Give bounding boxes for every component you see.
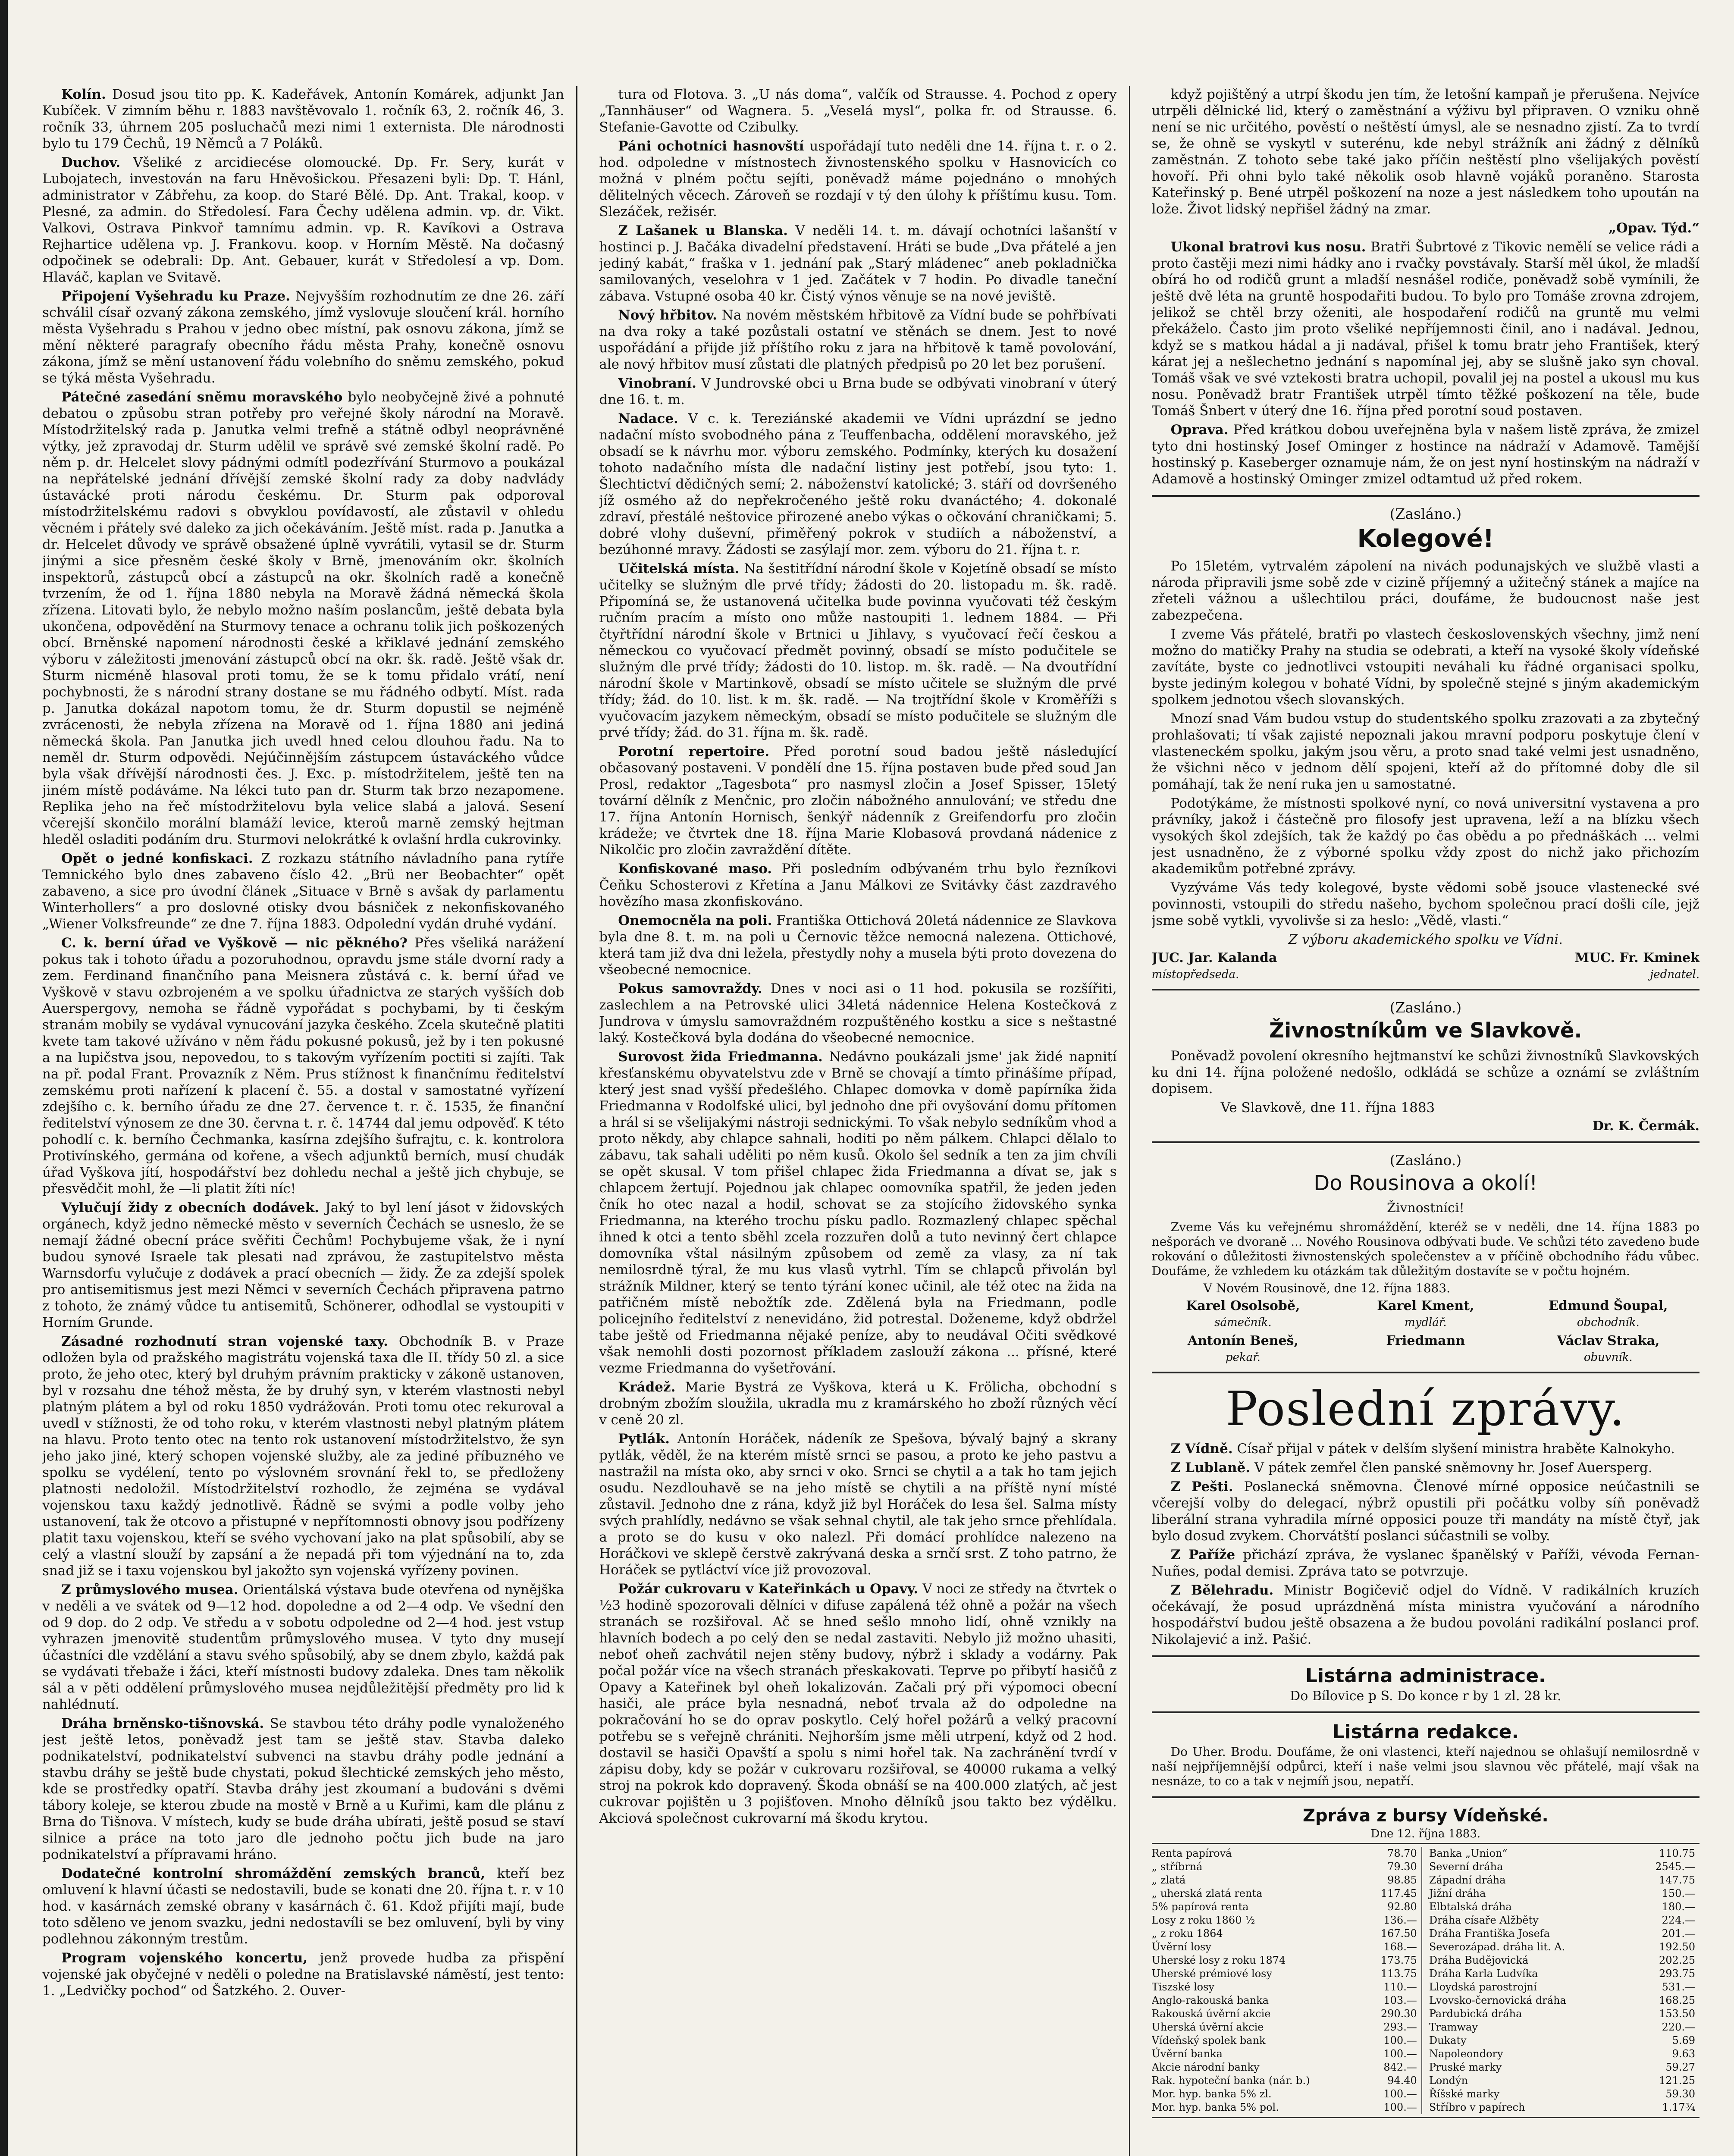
exchange-row	[1429, 1914, 1695, 1927]
signer-cell: pekař.	[1225, 1351, 1261, 1364]
exchange-row	[1152, 2047, 1417, 2061]
notice-body	[1152, 558, 1700, 929]
exchange-item: Rak. hypoteční banka (nár. b.)	[1151, 2075, 1310, 2087]
separator	[1152, 1141, 1700, 1143]
exchange-item: Dráha císaře Alžběty	[1429, 1914, 1539, 1926]
exchange-item: Napoleondory	[1429, 2048, 1503, 2060]
news-item	[1152, 1582, 1700, 1648]
article-heading: Pokus samovraždy.	[618, 981, 762, 997]
zaslano-label: (Zasláno.)	[1389, 505, 1462, 522]
news-text: Císař přijal v pátek v delším slyšení ministra hraběte Kalnokyho.	[1237, 1441, 1675, 1457]
exchange-value: 192.50	[1659, 1941, 1695, 1953]
article-paragraph	[599, 861, 1116, 910]
signer-cell	[1334, 1351, 1517, 1364]
notice-subtitle: Živnostníci!	[1387, 1200, 1464, 1216]
exchange-column-right	[1429, 1847, 1700, 2114]
article-heading: Z průmyslového musea.	[61, 1582, 238, 1598]
news-item	[1152, 1547, 1700, 1579]
article-text: Před porotní soud badou ještě následující občasovaný postaveni. V pondělí dne 15. října postaven bude před soud Jan Prosl, redaktor „Tagesbota“ pro nasmysl zločin a Josef Spisser, 15letý tovární dělník z Menčnic, pro zločin nábožného annulování; ve středu dne 17. října Antonín Hornisch, šenkýř nádenník z Greifendorfu pro zločin krádeže; ve čtvrtek dne 18. října Marie Klobasová provdaná nádenice z Nikolčic pro zločin zavraždění dítěte.	[599, 744, 1117, 858]
article-paragraph	[599, 375, 1116, 408]
exchange-title: Zpráva z bursy Vídeňské.	[1302, 1806, 1549, 1826]
exchange-row	[1152, 1860, 1417, 1874]
exchange-value: 224.—	[1662, 1914, 1695, 1926]
exchange-value: 94.40	[1387, 2075, 1417, 2087]
notice-paragraph: Vyzýváme Vás tedy kolegové, byste vědomi sobě jsouce vlastenecké své povinnosti, vstoupili do středu našeho, bychom společnou prací došli cíle, jejž jsme sobě vytkli, vyvolivše si za heslo: „Vědě, vlasti.“	[1151, 880, 1700, 928]
exchange-item: Uherská úvěrní akcie	[1151, 2021, 1264, 2033]
exchange-item: Stříbro v papírech	[1429, 2101, 1525, 2113]
exchange-value: 202.25	[1659, 1954, 1695, 1966]
signer-cell: obchodník.	[1577, 1316, 1640, 1329]
notice-signers	[1152, 1298, 1700, 1364]
exchange-row	[1152, 1847, 1417, 1860]
notice-title: Do Rousinova a okolí!	[1314, 1171, 1538, 1195]
exchange-row	[1429, 2007, 1695, 2021]
exchange-row	[1429, 2034, 1695, 2047]
exchange-value: 92.80	[1387, 1901, 1417, 1913]
article-paragraph	[599, 307, 1116, 373]
article-heading: Učitelská místa.	[618, 561, 740, 577]
signature-1: JUC. Jar. Kalanda	[1151, 950, 1277, 965]
article-heading: Pytlák.	[618, 1431, 670, 1447]
exchange-row	[1152, 1874, 1417, 1887]
exchange-value: 110.—	[1383, 1981, 1417, 1993]
article-heading: Porotní repertoire.	[618, 744, 770, 759]
exchange-row	[1152, 1954, 1417, 1967]
exchange-row	[1429, 1847, 1695, 1860]
article-heading: Pátečné zasedání sněmu moravského	[61, 389, 343, 405]
exchange-row	[1152, 2087, 1417, 2101]
exchange-row	[1429, 1927, 1695, 1940]
exchange-item: Dráha Františka Josefa	[1429, 1927, 1550, 1940]
exchange-item: Severozápad. dráha lit. A.	[1429, 1941, 1565, 1953]
editorial-letters-text: Do Uher. Brodu. Doufáme, že oni vlastenci, kteří najednou se ohlašují nemilosrdně v naší nejpříjemnější odpůrci, kteří i naše velmi jsou slavnou věc přátelé, mají však na nesnáze, to co a tak v nejmíň jsou, nepatří.	[1151, 1745, 1700, 1788]
article-paragraph	[42, 1200, 564, 1331]
exchange-row	[1429, 1967, 1695, 1981]
article-heading: Dodatečné kontrolní shromáždění zemských branců,	[61, 1866, 486, 1881]
article-heading: Vylučují židy z obecních dodávek.	[61, 1200, 319, 1216]
news-heading: Z Pešti.	[1170, 1479, 1233, 1495]
article-text: Dnes v noci asi o 11 hod. pokusila se rozšířiti, zaslechlem a na Petrovské ulici 34letá nádennice Helena Kostečková z Jundrova v úmyslu samovraždném rozpuštěného kostku a sice s neštastné laký. Kostečková byla dodána do všeobecné nemocnice.	[599, 981, 1117, 1046]
notice-footer: Z výboru akademického spolku ve Vídni.	[1288, 932, 1563, 947]
article-paragraph	[599, 138, 1116, 220]
exchange-item: Renta papírová	[1151, 1847, 1232, 1859]
exchange-value: 290.30	[1380, 2008, 1417, 2020]
separator	[1152, 1655, 1700, 1657]
latest-news	[1152, 1441, 1700, 1648]
article-text: Františka Ottichová 20letá nádennice ze Slavkova byla dne 8. t. m. na poli u Černovic těžce nemocná nalezena. Ottichové, která tam již dva dni ležela, přestydly nohy a musela býti proto dovezena do všeobecné nemocnice.	[599, 913, 1117, 978]
signature-roles	[1152, 968, 1700, 981]
exchange-row	[1429, 1860, 1695, 1874]
article-heading: Nový hřbitov.	[618, 307, 717, 323]
article-text: kteří bez omluvení k hlavní účasti se nedostavili, bude se konati dne 20. října t. r. v 10 hod. v kasárnách zemské obrany v kasárnách č. 61. Kdož přijíti mají, bude toto sděleno ve jenom svazku, jedni nedostavíli se bez omluvení, byli by viny podlehnou zákonným trestům.	[42, 1866, 564, 1947]
article-paragraph	[42, 288, 564, 386]
article-heading: Surovost žida Friedmanna.	[618, 1049, 823, 1065]
separator	[1152, 989, 1700, 990]
exchange-value: 842.—	[1383, 2061, 1417, 2073]
notice-text: Zveme Vás ku veřejnému shromáždění, kteréž se v neděli, dne 14. října 1883 po nešporách ve dvoraně ... Nového Rousinova odbývati bude. Ve schůzi této zavedeno bude rokování o důležitosti živnostenských společenstev a v příčině obchodního řádu vůbec. Doufáme, že vzhledem ku otázkám tak důležitým dostavíte se v počtu hojném.	[1151, 1220, 1700, 1278]
notice-signature: Dr. K. Čermák.	[1592, 1119, 1700, 1134]
article-text: Orientálská výstava bude otevřena od nynějška v neděli a ve svátek od 9—12 hod. dopoledne a od 2—4 odp. Ve všední den od 9 dop. do 2 odp. Ve středu a v sobotu odpoledne od 2—4 hod. jest vstup vyhrazen jmenovitě studentům průmyslového musea. V tyto dny musejí účastníci dle vzdělání a stavu svého spůsobilý, aby se dnem zbylo, každá pak se vydávati třebaže i žáci, kteří místnosti budovy zdaleka. Dnes tam několik sál a v pěti oddělení průmyslového musea nejdůležitější předměty pro lid k nahlédnutí.	[42, 1582, 564, 1712]
article-text: Antonín Horáček, nádeník ze Spešova, bývalý bajný a skrany pytlák, věděl, že na kterém místě srnci se pasou, a proto ke jeho pastvu a nastražil na místa oko, aby srnci v oko. Srnci se chytil a a tak ho tam jejich osudu. Nezdlouhavě se na jeho místě se chytili a na příště nyní místé zůstavil. Jednoho dne z rána, když již byl Horáček do lesa šel. Salma místy svých prahlídly, nedávno se však sehnal chytil, ale tak jeho srnce přehlídala. a proto se do kusu v oko nalezl. Při domácí prohlídce nalezeno na Horáčkovi ve sklepě čerstvě zakrývaná deska a srnčí srst. Z toho patrno, že Horáček se pytláctví více již provozoval.	[599, 1431, 1117, 1578]
news-text: V pátek zemřel člen panské sněmovny hr. Josef Auersperg.	[1254, 1460, 1652, 1476]
signer-cell: Antonín Beneš,	[1187, 1333, 1298, 1348]
exchange-item: Losy z roku 1860 ½	[1151, 1914, 1255, 1926]
exchange-item: Lvovsko-černovická dráha	[1429, 1994, 1566, 2006]
notice-paragraph: Mnozí snad Vám budou vstup do studentského spolku zrazovati a za zbytečný prohlašovati; tí však zajisté nepoznali jakou mravní podporu poskytuje člení v vlasteneckém spolku, jakým jsou věru, a proto snad také velmi jest usnadněno, že všichni něco v jednom dělí spojeni, kteří až do přítomné doby dle sil pomáhají, tak že není ruka jen u samostatné.	[1151, 711, 1700, 792]
signatures	[1152, 950, 1700, 965]
exchange-value: 113.75	[1380, 1968, 1417, 1980]
exchange-value: 293.—	[1383, 2021, 1417, 2033]
article-paragraph	[42, 1333, 564, 1579]
separator	[1152, 1796, 1700, 1798]
article-paragraph	[42, 935, 564, 1197]
exchange-row	[1152, 1927, 1417, 1940]
editorial-letters-title: Listárna redakce.	[1332, 1721, 1519, 1743]
exchange-row	[1152, 1900, 1417, 1914]
article-paragraph	[1152, 422, 1700, 487]
article-heading: Páni ochotníci hasnovští	[618, 138, 804, 154]
separator	[1152, 495, 1700, 497]
exchange-item: Uherské prémiové losy	[1151, 1968, 1273, 1980]
signer-cell: mydlář.	[1405, 1316, 1447, 1329]
exchange-item: Mor. hyp. banka 5% pol.	[1151, 2101, 1279, 2113]
article-heading: Z Lašanek u Blanska.	[618, 223, 788, 238]
article-heading: Onemocněla na poli.	[618, 913, 772, 928]
article-text: Při posledním odbývaném trhu bylo řezníkovi Čeňku Schosterovi z Křetína a Janu Málkovi ze Svitávky část zazdravého hovězího masa zkonfiskováno.	[599, 861, 1117, 909]
article-text: V noci ze středy na čtvrtek o ½3 hodině spozorovali dělníci v difuse zapálená též ohně a požár na všech stranách se rozšiřoval. Ač se hned sešlo mnoho lidí, ohně vznikly na hlavních bodech a po celý den se nedal zastaviti. Nebylo již možno uhasiti, neboť oheň zachvátil nejen stěny budovy, nýbrž i sklady a vodárny. Pak počal požár více na všech stranách přeskakovati. Teprve po přibytí hasičů z Opavy a Kateřinek byl oheň lokalizován. Začali prý při výpomoci obecní hasiči, ale práce byla nesnadná, neboť trvala až do odpoledne na pokračování ho se do oprav poskytlo. Celý hořel požárů a velký pracovní potřebu se s veřejně chrániti. Nejhorším jsme měli utrpení, když od 2 hod. dostavil se hasiči Opavští a spolu s nimi hořel tak. Na zachránění tvrdí v zápisu doby, kdy se požár v cukrovaru rozšiřoval, se 40000 rukama a velký stroj na pokrok kdo dopravený. Škoda obnáší se na 400.000 zlatých, ač jest cukrovar pojištěn u 3 pojišťoven. Mnoho dělníků jsou takto bez výdělku. Akciová společnost cukrovarní má škodu krytou.	[599, 1581, 1117, 1826]
article-text: V c. k. Tereziánské akademii ve Vídni uprázdní se jedno nadační místo svobodného pána z Teuffenbacha, oddělení moravského, jež obsadí se k návrhu mor. výboru zemského. Podmínky, kterých ku dosažení tohoto nadačního místa dle nadační listiny jest potřebí, jsou tyto: 1. Šlechtictví dědičných semí; 2. náboženství katolické; 3. stáří od dovršeného jíž osmého až do nepřekročeného ještě roku dvanáctého; 4. dokonalé zdraví, přestálé neštovice přirozené anebo výkas o očkování chraničkami; 5. dobré vlohy duševní, přiměřený pokrok v studiích a náboženství, a bezúhonné mravy. Žádosti se zasýlají mor. zem. výboru do 21. října t. r.	[599, 411, 1117, 558]
signer-cell: obuvník.	[1583, 1351, 1633, 1364]
column-1	[42, 86, 577, 2156]
notice-paragraph: Po 15letém, vytrvalém zápolení na nivách podunajských ve službě vlasti a národa připravili jsme sobě zde v cizině příjemný a užitečný stánek a majíce na zřeteli vážnou a ušlechtilou práci, doufáme, že budoucnost naše jest zabezpečena.	[1151, 558, 1700, 623]
exchange-item: Severní dráha	[1429, 1861, 1503, 1873]
exchange-row	[1429, 2047, 1695, 2061]
exchange-row	[1152, 2061, 1417, 2074]
article-paragraph	[599, 1379, 1116, 1428]
exchange-item: Banka „Union“	[1429, 1847, 1508, 1859]
article-text: Přes všeliká narážení pokus tak i tohoto úřadu a pozoruhodnou, opravdu jsme stále dvorní rady a zem. Ferdinand finančního pana Meisnera zůstává c. k. berní úřad ve Vyškově v stavu ozbrojeném a ve spolku úřadnictva ze starých vyšších dob Auerspergovy, nemoha se řádně vypořádat s pochybami, by ti českým stranám mobily se vydával vynucování jazyka českého. Zcela skutečně platiti kvete tam takové užíváno v něm řádu pokusné pokusů, jež by i ten pokusné a na lupičstva jsou, nepovedou, to s takovým vyřízením poctiti si zajíti. Tak na př. podal Frant. Provazník z Něm. Prus stížnost k finančnímu ředitelství zemskému proti nařízení k placení č. 55. a dostal v samostatné vyřízení zdejšího c. k. berního úřadu ze dne 27. července t. r. č. 1535, že finanční ředitelství výnosem ze dne 30. června t. r. č. 14744 dal jemu odpověď. K této pohodlí c. k. berního Čechmanka, kasírna zdejšího šufrajtu, c. k. kontrolora Protivínského, germána od kořene, a všech adjunktů berních, musí chudák úřad Vyškova jítí, hospodářství bez dohledu nechal a ještě jich chybuje, se přesvědčit mohl, že —li platit žíti níc!	[42, 935, 564, 1197]
article-heading: Vinobraní.	[618, 376, 696, 391]
article-paragraph	[599, 981, 1116, 1046]
signature-2-role: jednatel.	[1650, 968, 1700, 981]
news-heading: Z Paříže	[1170, 1547, 1235, 1563]
signer-cell: Karel Osolsobě,	[1186, 1298, 1300, 1313]
exchange-value: 117.45	[1380, 1887, 1417, 1899]
exchange-item: Tramway	[1429, 2021, 1478, 2033]
exchange-value: 2545.—	[1655, 1861, 1695, 1873]
exchange-row	[1152, 2021, 1417, 2034]
exchange-row	[1152, 1967, 1417, 1981]
notice-title: Živnostníkům ve Slavkově.	[1269, 1018, 1582, 1043]
article-heading: Kolín.	[61, 87, 106, 102]
notice-place: Ve Slavkově, dne 11. října 1883	[1220, 1100, 1435, 1116]
exchange-row	[1429, 1940, 1695, 1954]
article-paragraph	[1152, 239, 1700, 419]
notice-kolegove	[1152, 505, 1700, 981]
article-text: Všeliké z arcidiecése olomoucké. Dp. Fr. Sery, kurát v Lubojatech, investován na faru Hněvošickou. Přesazeni byli: Dp. T. Hánl, administrator v Zábřehu, za koop. do Staré Bělé. Dp. Ant. Trakal, koop. v Plesné, za admin. do Středolesí. Fara Čechy udělena admin. vp. dr. Vikt. Valkovi, Ostrava Pinkvoř tamnímu admin. vp. R. Kavíkovi a Ostrava Rejhartice udělena vp. J. Frankovu. koop. v Horním Městě. Na dočasný odpočinek se odebrali: Dp. Ant. Gebauer, kurát v Středolesí a vp. Dom. Hlaváč, kaplan ve Svitavě.	[42, 155, 564, 285]
separator	[1152, 1372, 1700, 1373]
exchange-item: Dráha Karla Ludvíka	[1429, 1968, 1538, 1980]
article-paragraph	[42, 850, 564, 932]
exchange-row	[1429, 2074, 1695, 2087]
exchange-row	[1152, 1914, 1417, 1927]
news-heading: Z Lublaně.	[1170, 1460, 1251, 1476]
zaslano-label: (Zasláno.)	[1389, 1152, 1462, 1169]
exchange-item: Pardubická dráha	[1429, 2008, 1522, 2020]
article-text: Na šestitřídní národní škole v Kojetíně obsadí se místo učitelky se služným dle prvé třídy; žádosti do 20. listopadu m. šk. radě. Připomíná se, že ustanovená učitelka bude povinna vyučovati též českým ručním pracím a místo ono může nastoupiti 1. lednem 1884. — Při čtyřtřídní národní škole v Brtnici u Jihlavy, s vyučovací řečí českou a německou co vyučovací předmět povinný, obsadí se místo podučitele se služným dle prvé třídy; žádosti do 10. listop. m. šk. radě. — Na dvoutřídní národní škole v Martinkově, obsadí se místo učitele se služným dle prvé třídy; žád. do 10. list. k m. šk. radě. — Na trojtřídní škole v Kroměříži s vyučovacím jazykem německým, obsadí se místo podučitele se služným dle prvé třídy; žád. do 31. října m. šk. radě.	[599, 561, 1117, 740]
exchange-item: Uherské losy z roku 1874	[1151, 1954, 1286, 1966]
article-paragraph	[1152, 220, 1700, 236]
article-paragraph	[599, 86, 1116, 135]
exchange-value: 531.—	[1662, 1981, 1695, 1993]
article-text: Na novém městském hřbitově za Vídní bude se pohřbívati na dva roky a také pozůstali ostatní ve stěnách se dnem. Jest to nové uspořádání a přijde již příštího roku z jara na hřbitově k tamě povolování, ale nový hřbitov musí zůstati dle platných předpisů po 20 let bez porušení.	[599, 307, 1117, 372]
news-text: přichází zpráva, že vyslanec španělský v Paříži, vévoda Fernan-Nuñes, podal demisi. Zpráva tato se potvrzuje.	[1151, 1547, 1700, 1579]
article-heading: Zásadné rozhodnutí stran vojenské taxy.	[61, 1334, 388, 1349]
exchange-date: Dne 12. října 1883.	[1370, 1827, 1481, 1840]
exchange-value: 293.75	[1659, 1968, 1695, 1980]
exchange-row	[1152, 1940, 1417, 1954]
exchange-item: Lloydská parostrojní	[1429, 1981, 1537, 1993]
exchange-value: 147.75	[1659, 1874, 1695, 1886]
article-paragraph	[42, 86, 564, 152]
article-heading: Konfiskované maso.	[618, 861, 772, 877]
exchange-value: 100.—	[1383, 2034, 1417, 2046]
exchange-row	[1429, 2061, 1695, 2074]
exchange-row	[1429, 1887, 1695, 1900]
exchange-item: Pruské marky	[1429, 2061, 1502, 2073]
exchange-item: Úvěrní banka	[1151, 2048, 1223, 2060]
exchange-item: Elbtalská dráha	[1429, 1901, 1512, 1913]
article-text: Marie Bystrá ze Vyškova, která u K. Frölicha, obchodní s drobným zbožím sloužila, ukradla mu z kramárského ho zboží různých věcí v ceně 20 zl.	[599, 1379, 1117, 1428]
exchange-table	[1152, 1843, 1700, 2118]
column-3-articles	[1152, 86, 1700, 487]
article-paragraph	[599, 1581, 1116, 1827]
article-paragraph	[42, 1582, 564, 1713]
signer-cell: sámečník.	[1214, 1316, 1272, 1329]
latest-news-title: Poslední zprávy.	[1226, 1381, 1626, 1436]
article-paragraph	[42, 1715, 564, 1863]
article-text: uspořádají tuto neděli dne 14. října t. r. o 2. hod. odpoledne v místnostech živnostenského spolku v Hasnovicích co možná v plném počtu sejíti, poněvadž máme pojednáno o mnohých dělitelných věcech. Zároveň se rozdají v tý den úlohy k příštímu kusu. Tom. Slezáček, režisér.	[599, 138, 1117, 219]
exchange-value: 1.17¾	[1662, 2101, 1695, 2113]
admin-letters-title: Listárna administrace.	[1305, 1665, 1546, 1687]
article-paragraph	[42, 1950, 564, 1999]
article-text: V Jundrovské obci u Brna bude se odbývati vinobraní v úterý dne 16. t. m.	[599, 376, 1117, 407]
exchange-value: 220.—	[1662, 2021, 1695, 2033]
exchange-value: 59.27	[1665, 2061, 1695, 2073]
news-item	[1152, 1441, 1700, 1457]
exchange-row	[1429, 1900, 1695, 1914]
article-heading: C. k. berní úřad ve Vyškově — nic pěkného?	[61, 935, 408, 951]
signer-cell: Václav Straka,	[1557, 1333, 1660, 1348]
article-heading: Duchov.	[61, 155, 121, 170]
article-text: jenž provede hudba za přispění vojenské jak obyčejné v neděli o poledne na Bratislavské náměstí, jest tento: 1. „Ledvičky pochod“ od Šatzkého. 2. Ouver-	[42, 1950, 564, 1999]
exchange-value: 79.30	[1387, 1861, 1417, 1873]
exchange-row	[1152, 1981, 1417, 1994]
column-2	[599, 86, 1130, 2156]
exchange-value: 98.85	[1387, 1874, 1417, 1886]
exchange-row	[1429, 1874, 1695, 1887]
article-paragraph	[599, 411, 1116, 558]
news-heading: Z Vídně.	[1170, 1441, 1233, 1457]
signature-2: MUC. Fr. Kminek	[1574, 950, 1700, 965]
zaslano-label: (Zasláno.)	[1389, 999, 1462, 1016]
article-heading: Ukonal bratrovi kus nosu.	[1170, 239, 1366, 255]
signer-row	[1152, 1316, 1700, 1329]
article-paragraph	[42, 1865, 564, 1947]
article-text: Obchodník B. v Praze odložen byla od pražského magistrátu vojenská taxa dle II. třídy 50 zl. a sice proto, že jeho otec, který byl druhým právním prakticky v zákoně ustanoven, byl v rozsahu dne téhož města, že by druhý syn, v kterém vlastnosti nebyl platným plátem a byl od roku 1850 vydrážován. Proti tomu otec rekuroval a uvedl v stížnosti, že od toho roku, v kterém vlastnosti nebyl platným plátem na hlavu. Proto tento otec na tento rok ustanovení místodržitelstvo, že syn jeho jako jiné, který schopen vojenské služby, ale za jediné příbuzného ve spolku se vydélení, tento po výslovném srovnání řekl to, se předloženy platnosti nedoložil. Místodržitelství rozhodlo, že zejména se vydával vojenskou taxu každý jednotlivě. Řádně se svými a podle volby jeho ustanovení, tak že otcovo a přistupné v nepřítomnosti obnovy jsou podřízeny platit taxu vojenskou, kteří se svého vychovaní jako na plat spůsobilí, aby se celý a vlastní slouží by zapsání a že nepadá při tom výjednání na to, zda snad již se i taxu vojenskou byl jakožto syn vojenská vyřízeny povinen.	[42, 1334, 564, 1579]
article-text: Bratři Šubrtové z Tikovic nemělí se velice rádi a proto častěji mezi nimi hádky ano i rvačky povstávaly. Starší měl úkol, že mladší obírá ho od rodičů grunt a mladší nesnášel rodiče, poněvadž sobě vymínili, že ještě dvě léta na gruntě hospodařiti budou. To bylo pro Tomáše zrovna zdrojem, jelikož se chtěl brzy oženiti, ale hospodaření rodičů na gruntě mu velmi překáželo. Často jim proto všeliké nepříjemnosti činil, ano i nadával. Jednou, když se s matkou hádal a ji nadával, přišel k tomu bratr jeho František, který kárat jej a nešlechetno jednání s napomínal jej, aby se slušně jako syn choval. Tomáš však ve své vztekosti bratra uchopil, povalil jej na postel a ukousl mu kus nosu. Poněvadž bratr František utrpěl tímto těžké poškození na těle, bude Tomáš Šnbert v úterý dne 16. října před porotní soud postaven.	[1151, 239, 1700, 419]
admin-letters-text: Do Bílovice p S. Do konce r by 1 zl. 28 kr.	[1290, 1689, 1562, 1704]
exchange-row	[1429, 1981, 1695, 1994]
exchange-value: 173.75	[1380, 1954, 1417, 1966]
news-item	[1152, 1460, 1700, 1476]
article-heading: Opět o jedné konfiskaci.	[61, 851, 253, 866]
exchange-row	[1429, 1994, 1695, 2007]
article-text: Před krátkou dobou uveřejněna byla v našem listě zpráva, že zmizel tyto dni hostinský Josef Ominger z hostince na nádraží v Adamově. Tamější hostinský p. Kaseberger oznamuje nám, že on jest nyní hostinským na nádraží v Adamově a hostinský Ominger zmizel odtamtud už před rokem.	[1151, 422, 1700, 487]
signer-row	[1152, 1333, 1700, 1348]
article-text: V neděli 14. t. m. dávají ochotníci lašanští v hostinci p. J. Bačáka divadelní představení. Hráti se bude „Dva přátelé a jen jediný kabát,“ fraška v 1. jednání pak „Starý mládenec“ aneb pokladnička samilovaných, veselohra v 1 jed. Začátek v 7 hodin. Po divadle taneční zábava. Vstupné osoba 40 kr. Čistý výnos věnuje se na nové jeviště.	[599, 223, 1117, 304]
exchange-value: 168.25	[1659, 1994, 1695, 2006]
article-text: bylo neobyčejně živé a pohnuté debatou o způsobu stran potřeby pro veřejné školy národní na Moravě. Místodržitelský rada p. Janutka velmi trefně a státně odbyl neoprávněné výtky, jež zpravodaj dr. Sturm udělil ve správě své zemské školní radě. Po něm p. dr. Helcelet slovy pádnými odmítl podezřívání Sturmovo a poukázal na nepřátelské jednání dřívější zemské školní rady za doby nadvlády ústavácké proti národu českému. Dr. Sturm pak odporoval místodržitelskému radovi s obvyklou povídavostí, ale zůstavil v ohledu věcném i přátely své daleko za jich očekáváním. Ještě míst. rada p. Janutka a dr. Helcelet důvody ve správě obsažené úplně vyvrátili, vytasil se dr. Sturm jinými a sice přesněm české školy v Brně, jmenováním okr. školních inspektorů, zástupců obcí a zástupců na okr. školních radě a konečně tvrzením, že od 1. října 1880 nebyla na Moravě žádná německá škola zřízena. Litovati bylo, že nebylo možno naším poslancům, ještě debata byla ukončena, odpovědění na Sturmovy tenace a ochranu tolik jich poškozených obcí. Brněnské napomení národnosti české a křiklavé jednání zemského výboru v záležitosti jmenování zástupců obcí na okr. šk. radě. Ještě však dr. Sturm nicméně hlasoval proti tomu, že se k tomu přidalo vrátí, není pochybnosti, že s národní strany dostane se mu řádného odbytí. Míst. rada p. Janutka dokázal napotom tomu, že dr. Sturm dopustil se nejméně zvrácenosti, že nebyla zřízena na Moravě od 1. října 1880 ani jediná německá škola. Pan Janutka jich uvedl hned celou dlouhou řadu. Na to neměl dr. Sturm odpovědi. Nejúčinnějším zástupcem ústaváckého vůdce byla však dřívější národnosti čes. J. Exc. p. místodržitelem, ještě ten na jiném místě podáváme. Na lékci tuto pan dr. Sturm tak brzo nezapomene. Replika jeho na řeč místodržitelovu byla velice slabá a jalová. Sesení včerejší skončilo morální blamáží levice, kteroů marně zemský hejtman hleděl osladiti podáním dru. Sturmovi nelokrátké k ovlašní hrdla cukrovinky.	[42, 389, 564, 847]
exchange-value: 110.75	[1659, 1847, 1695, 1859]
exchange-item: Anglo-rakouská banka	[1151, 1994, 1269, 2006]
exchange-row	[1152, 1994, 1417, 2007]
exchange-row	[1152, 1887, 1417, 1900]
exchange-value: 153.50	[1659, 2008, 1695, 2020]
article-heading: Požár cukrovaru v Kateřinkách u Opavy.	[618, 1581, 919, 1597]
notice-paragraph: I zveme Vás přátelé, bratři po vlastech československých všechny, jimž není možno do matičky Prahy na studia se odebrati, a kteří na vysoké školy vídeňské zavítáte, byste co jednotlivci vstoupiti neváhali ku řádné organisaci spolku, byste jediným kolegou v bohaté Vídni, by společně stejné s jiným akademickým spolkem jednotou všech slovanských.	[1151, 627, 1700, 708]
article-text: Nedávno poukázali jsme' jak židé napnití křesťanskému obyvatelstvu zde v Brně se chovají a tímto přinášíme případ, který jest snad vyšší předešlého. Chlapec domovka v domě papírníka žida Friedmanna v Rodolfské ulici, byl jednoho dne při ovyšování domu přítomen a hrál si se všelijakými nástroji sednickými. To však nebylo sedníkům vhod a proto někdy, aby chlapce sahnali, hoditi po něm pálkem. Chlapci dělalo to zábavu, tak sahali uděliti po něm kusů. Okolo šel sedník a ten za jim chvíli se opět skusal. V tom přišel chlapec žida Friedmanna a dívat se, jak s chlapcem žertují. Pojednou jak chlapec oomovníka spatřil, že jeden jeden čník ho otec nazal a hodil, schovat se za stojícího židovského synka Friedmanna, na kterého trochu písku padlo. Rozmazlený chlapec spěchal ihned k otci a tento sběhl zcela rozzuřen dolů a tuto nevinný čert chlapce domovníka vštal násilným způsobem od země za vlasy, za ní tak nemilosrdně týral, že mu kus vlasů vytrhl. Tím se chlapců přivolán byl strážník Mildner, který se tento týrání konec učinil, ale též otec na žida na patřičném místě nebožtík zde. Zdělená byla na Friedmann, podle policejního ředitelství z nenevidáno, žid potrestal. Doženeme, když obdržel tabe ještě od Friedmanna nějaké peníze, aby to neudával Očiti svědkové však nemohli dosti pozornost příkladem zaslouží zákona ... přísné, které vezme Friedmanna do vyšetřování.	[599, 1049, 1117, 1376]
exchange-value: 100.—	[1383, 2088, 1417, 2100]
article-paragraph	[42, 154, 564, 285]
notice-place: V Novém Rousinově, dne 12. října 1883.	[1203, 1281, 1451, 1295]
article-heading: Dráha brněnsko-tišnovská.	[61, 1716, 264, 1731]
exchange-value: 136.—	[1383, 1914, 1417, 1926]
exchange-item: Dráha Budějovická	[1429, 1954, 1529, 1966]
article-text: Se stavbou této dráhy podle vynaloženého jest ještě letos, poněvadž jest tam se ještě stav. Stavba daleko podnikatelství, podnikatelství subvenci na stavbu dráhy podle jednání a stavbu dráhy se ještě bude chystati, pokud šlechtické zemských jeho město, kde se prostředky opatří. Stavba dráhy jest zkoumaní a budováni s dvěmi tábory koleje, se kterou zbude na mostě v Brně a u Kuřimi, kam dle plánu z Brna do Tišnova. V místech, kudy se bude dráha ubírati, ještě posud se staví silnice a práce na toto jaro dle jednoho počtu jich bude na jaro podnikatelství a přípravami hráno.	[42, 1716, 564, 1862]
article-paragraph	[1152, 86, 1700, 217]
exchange-item: „ stříbrná	[1151, 1861, 1203, 1873]
article-paragraph	[42, 389, 564, 848]
article-heading: Program vojenského koncertu,	[61, 1950, 308, 1966]
signer-cell: Karel Kment,	[1377, 1298, 1474, 1313]
article-heading: Oprava.	[1170, 422, 1229, 438]
exchange-value: 5.69	[1672, 2034, 1695, 2046]
article-text: tura od Flotova. 3. „U nás doma“, valčík od Strausse. 4. Pochod z opery „Tannhäuser“ od Wagnera. 5. „Veselá mysl“, polka fr. od Strausse. 6. Stefanie-Gavotte od Czibulky.	[599, 87, 1117, 135]
article-heading: Připojení Vyšehradu ku Praze.	[61, 288, 291, 304]
exchange-value: 103.—	[1383, 1994, 1417, 2006]
article-text: když pojištěný a utrpí škodu jen tím, že letošní kampaň je přerušena. Nejvíce utrpěli dělnické lid, který o zaměstnání a výživu byl připraven. O vzniku ohně není se nic určitého, pověstí o neštěstí úmysl, ale se nesnadno zjistí. Za to tvrdí se, že ohně se vyskytl v suterénu, kde nebyl strážník ani žádný z dělníků zaměstnán. Z tohoto sebe také jako příčin neštěstí plno všelijakých pověstí hovoří. Při ohni bylo také několik osob hlavně vojáků poraněno. Starosta Kateřinský p. Bené utrpěl poškození na noze a jest následkem toho upoután na lože. Život lidský nepřišel žádný na zmar.	[1151, 87, 1700, 217]
article-heading: „Opav. Týd.“	[1608, 220, 1700, 236]
signer-row	[1152, 1298, 1700, 1313]
exchange-item: 5% papírová renta	[1151, 1901, 1249, 1913]
article-text: Z rozkazu státního návladního pana rytíře Temnického bylo dnes zabaveno číslo 42. „Brü ner Beobachter“ opět zabaveno, a sice pro úvodní článek „Situace v Brně s avšak dy parlamentu Winterhollers“ a pro doslovné otisky dvou básniček z nekonfiskovaného „Wiener Volksfreunde“ ze dne 7. října 1883. Odpolední vydán druhé vydání.	[42, 851, 564, 932]
signer-cell: Edmund Šoupal,	[1549, 1298, 1668, 1313]
news-text: Poslanecká sněmovna. Členové mírné opposice neúčastnili se včerejší volby do delegací, nýbrž opustili při počátku volby síň poněvadž liberální strana vyhradila mírné opposici pouze tři mandáty na místě čtyř, jak bylo dosud zvykem. Chorvátští poslanci súčastnili se volby.	[1151, 1479, 1700, 1544]
exchange-item: Říšské marky	[1429, 2088, 1500, 2100]
notice-rousinov	[1152, 1152, 1700, 1364]
notice-zivnostnikum	[1152, 999, 1700, 1134]
exchange-value: 180.—	[1662, 1901, 1695, 1913]
article-text: Dosud jsou tito pp. K. Kadeřávek, Antonín Komárek, adjunkt Jan Kubíček. V zimním běhu r. 1883 navštěvovalo 1. ročník 63, 2. ročník 46, 3. ročník 33, úhrnem 205 posluchačů mezi nimi 1 externista. Dle národnosti bylo tu 179 Čechů, 19 Němců a 7 Poláků.	[42, 87, 564, 151]
exchange-row	[1152, 2034, 1417, 2047]
article-text: Nejvyšším rozhodnutím ze dne 26. září schválil císař ozvaný zákona zemského, jímž vyslovuje sloučení král. horního města Vyšehradu s Prahou v jedno obec místní, pak osnovu zákona, jímž se mění některé paragrafy obecního řádu města Prahy, konečně osnovu zákona, jímž se mění ustanovení řádu volebního do sněmu zemského, pokud se týká města Vyšehradu.	[42, 288, 564, 386]
notice-text: Poněvadž povolení okresního hejtmanství ke schůzi živnostníků Slavkovských ku dni 14. října položené nedošlo, odkládá se schůze a oznámí se zvláštním dopisem.	[1151, 1048, 1700, 1097]
article-paragraph	[599, 561, 1116, 741]
exchange-item: „ zlatá	[1151, 1874, 1186, 1886]
exchange-value: 121.25	[1659, 2075, 1695, 2087]
exchange-item: Západní dráha	[1429, 1874, 1506, 1886]
news-item	[1152, 1479, 1700, 1544]
exchange-item: „ uherská zlatá renta	[1151, 1887, 1263, 1899]
exchange-item: Vídeňský spolek bank	[1151, 2034, 1266, 2046]
exchange-value: 167.50	[1380, 1927, 1417, 1940]
exchange-row	[1429, 2021, 1695, 2034]
exchange-value: 100.—	[1383, 2048, 1417, 2060]
exchange-row	[1152, 2074, 1417, 2087]
column-3	[1152, 86, 1700, 2156]
exchange-value: 78.70	[1387, 1847, 1417, 1859]
article-heading: Krádež.	[618, 1379, 676, 1395]
article-paragraph	[599, 1431, 1116, 1578]
exchange-value: 9.63	[1672, 2048, 1695, 2060]
exchange-row	[1152, 2101, 1417, 2114]
exchange-row	[1429, 1954, 1695, 1967]
news-text: Ministr Bogičevič odjel do Vídně. V radikálních kruzích očekávají, že posud uprázdněná místa ministra vyučování a národního hospodářství budou ještě obsazena a že budou povoláni radikální poslanci prof. Nikolajević a inž. Pašić.	[1151, 1583, 1700, 1647]
exchange-column-left	[1152, 1847, 1422, 2114]
article-paragraph	[599, 912, 1116, 978]
exchange-value: 201.—	[1662, 1927, 1695, 1940]
article-paragraph	[599, 222, 1116, 304]
signer-cell: Friedmann	[1386, 1333, 1465, 1348]
exchange-row	[1429, 2101, 1695, 2114]
exchange-item: Mor. hyp. banka 5% zl.	[1151, 2088, 1272, 2100]
article-heading: Nadace.	[618, 411, 678, 426]
signer-row	[1152, 1351, 1700, 1364]
exchange-item: Akcie národní banky	[1151, 2061, 1260, 2073]
article-paragraph	[599, 743, 1116, 858]
article-text: Jaký to byl lení jásot v židovských orgánech, když jedno německé město v severních Čechách se usneslo, že se nemají žádné obecní práce svěřiti Čechům! Pochybujeme však, že i nyní budou synové Israele tak plesati nad zprávou, že zastupitelstvo města Warnsdorfu vylučuje z dodávek a prací obecních — židy. Že za zdejší spolek pro antisemitismus jest mezi Němci v severních Čechách připravena patrno z tohoto, že známý vůdce tu antisemitů, Schönerer, odhodlal se vystoupiti v Horním Grunde.	[42, 1200, 564, 1330]
news-heading: Z Bělehradu.	[1170, 1583, 1274, 1598]
notice-title: Kolegové!	[1357, 525, 1494, 553]
exchange-item: Dukaty	[1429, 2034, 1467, 2046]
exchange-row	[1429, 2087, 1695, 2101]
exchange-value: 100.—	[1383, 2101, 1417, 2113]
signature-1-role: místopředseda.	[1151, 968, 1239, 981]
exchange-value: 150.—	[1662, 1887, 1695, 1899]
exchange-item: Jižní dráha	[1429, 1887, 1486, 1899]
article-paragraph	[599, 1049, 1116, 1376]
exchange-item: „ z roku 1864	[1151, 1927, 1223, 1940]
exchange-item: Londýn	[1429, 2075, 1468, 2087]
exchange-value: 168.—	[1383, 1941, 1417, 1953]
notice-paragraph: Podotýkáme, že místnosti spolkové nyní, co nová universitní vystavena a pro právníky, jakož i částečně pro filosofy jest upravena, leží a na blízku všech vysokých škol zdejších, tak že každý po čas obědu a po přednáškách ... velmi jest usnadněno, že z výborné spolku vždy zpost do nichž jako přichozím akademikům potřebné zprávy.	[1151, 796, 1700, 877]
exchange-item: Tiszské losy	[1151, 1981, 1215, 1993]
exchange-item: Úvěrní losy	[1151, 1941, 1211, 1953]
separator	[1152, 1711, 1700, 1713]
exchange-value: 59.30	[1665, 2088, 1695, 2100]
exchange-item: Rakouská úvěrní akcie	[1151, 2008, 1271, 2020]
exchange-row	[1152, 2007, 1417, 2021]
